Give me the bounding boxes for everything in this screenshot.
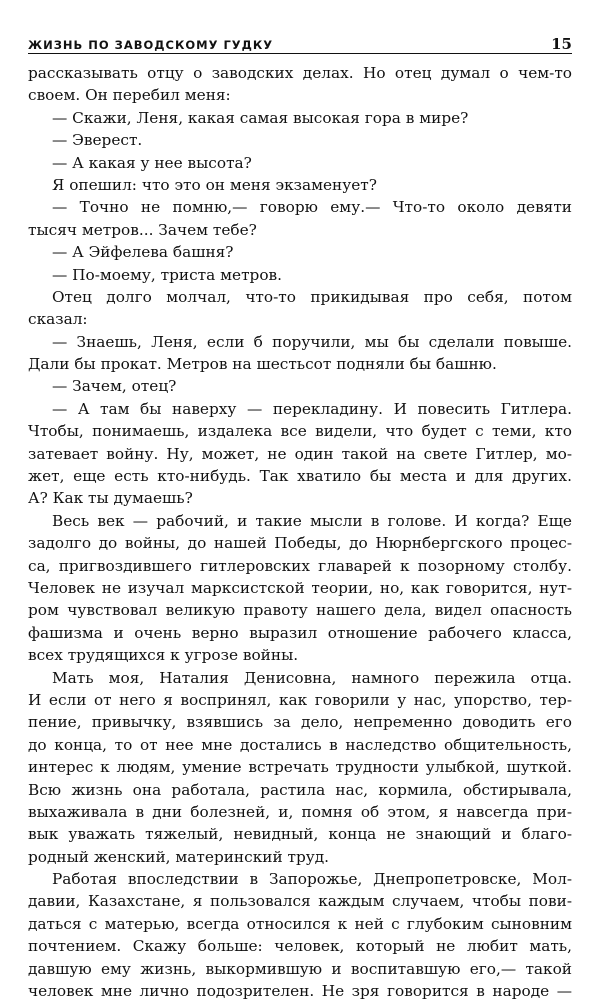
text-line: своем. Он перебил меня:: [28, 86, 231, 105]
text-line: задолго до войны, до нашей Победы, до Нюрнбергского процес-: [28, 534, 572, 553]
text-line: до конца, то от нее мне достались в наследство общительность,: [28, 735, 572, 754]
text-line: родный женский, материнский труд.: [28, 847, 330, 866]
running-title: ЖИЗНЬ ПО ЗАВОДСКОМУ ГУДКУ: [28, 38, 274, 52]
text-line: Отец долго молчал, что-то прикидывая про себя, потом: [52, 287, 572, 306]
text-line: тысяч метров... Зачем тебе?: [28, 220, 257, 239]
body-text: [28, 62, 572, 1002]
text-line: са, пригвоздившего гитлеровских главарей к позорному столбу.: [28, 556, 572, 575]
text-line: — А там бы наверху — перекладину. И повесить Гитлера.: [52, 399, 572, 418]
text-line: Всю жизнь она работала, растила нас, кормила, обстирывала,: [28, 780, 572, 799]
text-line: — Знаешь, Леня, если б поручили, мы бы сделали повыше.: [52, 332, 572, 351]
text-line: человек мне лично подозрителен. Не зря говорится в народе —: [28, 982, 572, 1001]
text-line: — А Эйфелева башня?: [52, 243, 234, 262]
text-line: Дали бы прокат. Метров на шестьсот подняли бы башню.: [28, 355, 497, 374]
text-line: А? Как ты думаешь?: [28, 489, 193, 508]
text-line: рассказывать отцу о заводских делах. Но отец думал о чем-то: [28, 64, 572, 82]
text-line: Мать моя, Наталия Денисовна, намного пережила отца.: [52, 668, 572, 687]
text-line: всех трудящихся к угрозе войны.: [28, 646, 299, 665]
text-line: затевает войну. Ну, может, не один такой на свете Гитлер, мо-: [28, 444, 572, 463]
text-line: почтением. Скажу больше: человек, который не любит мать,: [28, 937, 572, 956]
text-line: Я опешил: что это он меня экзаменует?: [52, 175, 377, 194]
text-line: — По-моему, триста метров.: [52, 265, 283, 284]
text-line: сказал:: [28, 310, 88, 329]
running-header: [28, 30, 572, 54]
text-line: вык уважать тяжелый, невидный, конца не знающий и благо-: [28, 825, 572, 844]
page-number: 15: [551, 35, 572, 53]
text-line: — Скажи, Леня, какая самая высокая гора в мире?: [52, 108, 469, 127]
text-line: — Точно не помню,— говорю ему.— Что-то около девяти: [52, 198, 572, 217]
text-line: И если от него я воспринял, как говорили у нас, упорство, тер-: [28, 690, 572, 709]
text-line: — А какая у нее высота?: [52, 153, 252, 172]
text-line: даться с матерью, всегда относился к ней с глубоким сыновним: [28, 914, 572, 933]
text-line: фашизма и очень верно выразил отношение рабочего класса,: [28, 623, 572, 642]
text-line: ром чувствовал великую правоту нашего дела, видел опасность: [28, 601, 572, 620]
text-line: Весь век — рабочий, и такие мысли в голове. И когда? Еще: [52, 511, 572, 530]
text-line: пение, привычку, взявшись за дело, непременно доводить его: [28, 713, 572, 732]
text-line: Человек не изучал марксистской теории, но, как говорится, нут-: [28, 578, 572, 597]
text-line: давшую ему жизнь, выкормившую и воспитавшую его,— такой: [28, 959, 572, 978]
text-line: выхаживала в дни болезней, и, помня об этом, я навсегда при-: [28, 802, 572, 821]
text-line: интерес к людям, умение встречать трудности улыбкой, шуткой.: [28, 758, 572, 777]
text-line: — Зачем, отец?: [52, 377, 177, 396]
book-page: [28, 30, 572, 1002]
text-line: Чтобы, понимаешь, издалека все видели, что будет с теми, кто: [28, 422, 572, 441]
text-line: Работая впоследствии в Запорожье, Днепропетровске, Мол-: [52, 870, 572, 889]
text-line: — Эверест.: [52, 131, 143, 150]
text-line: давии, Казахстане, я пользовался каждым случаем, чтобы пови-: [28, 892, 572, 911]
text-line: жет, еще есть кто-нибудь. Так хватило бы места и для других.: [28, 467, 572, 486]
